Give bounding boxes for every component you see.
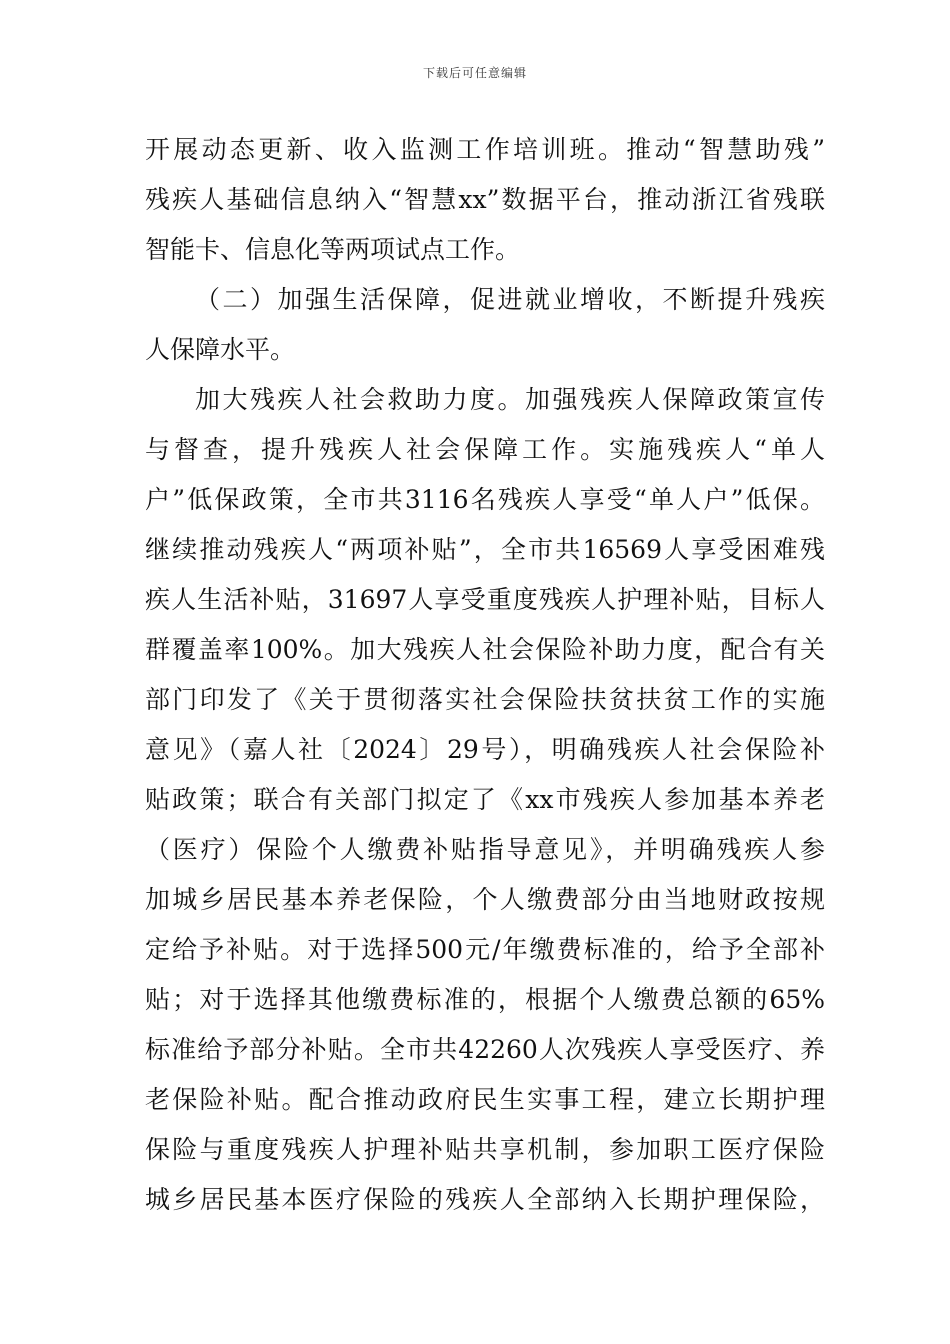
text-line: 残疾人基础信息纳入“智慧xx”数据平台，推动浙江省残联 (145, 185, 825, 214)
text-line: （医疗）保险个人缴费补贴指导意见》，并明确残疾人参 (145, 835, 825, 864)
text-line: 户”低保政策，全市共3116名残疾人享受“单人户”低保。 (145, 485, 825, 514)
text-line: 智能卡、信息化等两项试点工作。 (145, 235, 521, 264)
text-line: 与督查，提升残疾人社会保障工作。实施残疾人“单人 (145, 435, 825, 464)
text-line: 意见》（嘉人社〔2024〕29号），明确残疾人社会保险补 (145, 735, 825, 764)
text-line: 老保险补贴。配合推动政府民生实事工程，建立长期护理 (145, 1085, 825, 1114)
text-line: 城乡居民基本医疗保险的残疾人全部纳入长期护理保险， (145, 1185, 825, 1214)
section-heading-line: 人保障水平。 (145, 335, 296, 364)
page-header: 下载后可任意编辑 (422, 66, 527, 80)
text-line: 定给予补贴。对于选择500元/年缴费标准的，给予全部补 (145, 935, 825, 964)
text-line: 继续推动残疾人“两项补贴”，全市共16569人享受困难残 (145, 535, 825, 564)
document-body (145, 125, 825, 1225)
section-heading-line: （二）加强生活保障，促进就业增收，不断提升残疾 (195, 285, 825, 314)
text-line: 加大残疾人社会救助力度。加强残疾人保障政策宣传 (195, 385, 825, 414)
text-line: 贴政策；联合有关部门拟定了《xx市残疾人参加基本养老 (145, 785, 825, 814)
text-line: 开展动态更新、收入监测工作培训班。推动“智慧助残” (145, 135, 825, 164)
text-line: 疾人生活补贴，31697人享受重度残疾人护理补贴，目标人 (145, 585, 825, 614)
text-line: 加城乡居民基本养老保险，个人缴费部分由当地财政按规 (145, 885, 825, 914)
text-line: 群覆盖率100%。加大残疾人社会保险补助力度，配合有关 (145, 635, 825, 664)
text-line: 保险与重度残疾人护理补贴共享机制，参加职工医疗保险 (145, 1135, 825, 1164)
text-line: 标准给予部分补贴。全市共42260人次残疾人享受医疗、养 (145, 1035, 825, 1064)
text-line: 贴；对于选择其他缴费标准的，根据个人缴费总额的65% (145, 985, 825, 1014)
text-line: 部门印发了《关于贯彻落实社会保险扶贫扶贫工作的实施 (145, 685, 825, 714)
